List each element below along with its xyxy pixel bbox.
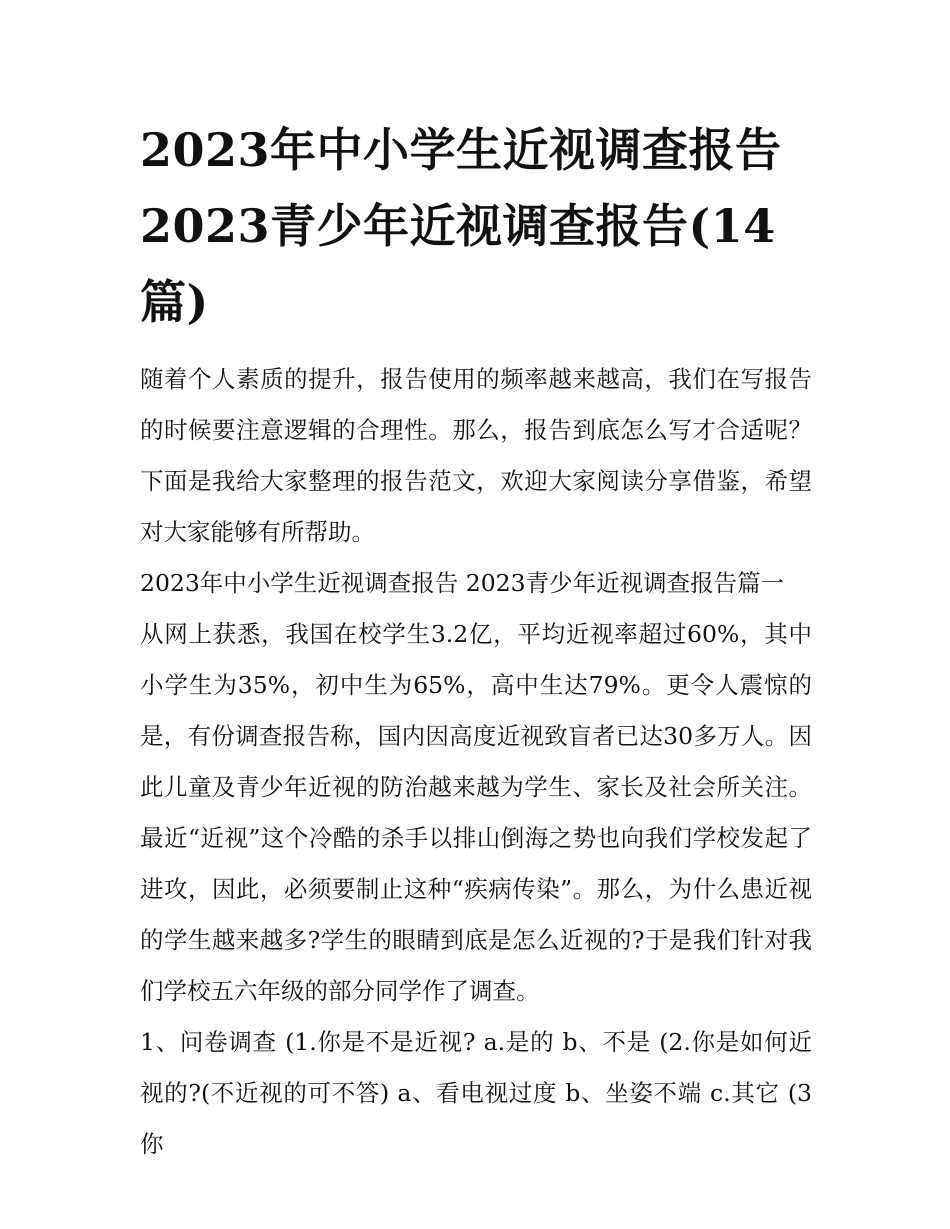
questionnaire-paragraph: 1、问卷调查 (1.你是不是近视? a.是的 b、不是 (2.你是如何近视的?(不近视的可不答) a、看电视过度 b、坐姿不端 c.其它 (3 你 xyxy=(140,1028,812,1158)
document-title xyxy=(140,112,812,340)
body-paragraph: 从网上获悉，我国在校学生3.2亿，平均近视率超过60%，其中小学生为35%，初中生为65%，高中生达79%。更令人震惊的是，有份调查报告称，国内因高度近视致盲者已达30多万人。因此儿童及青少年近视的防治越来越为学生、家长及社会所关注。最近“近视”这个冷酷的杀手以排山倒海之势也向我们学校发起了进攻，因此，必须要制止这种“疾病传染”。那么，为什么患近视的学生越来越多?学生的眼睛到底是怎么近视的?于是我们针对我们学校五六年级的部分同学作了调查。 xyxy=(140,620,812,1005)
title-line-2: 2023青少年近视调查报告(14 xyxy=(140,199,776,253)
title-line-1: 2023年中小学生近视调查报告 xyxy=(140,123,782,177)
intro-paragraph: 随着个人素质的提升，报告使用的频率越来越高，我们在写报告的时候要注意逻辑的合理性。那么，报告到底怎么写才合适呢？下面是我给大家整理的报告范文，欢迎大家阅读分享借鉴，希望对大家能够有所帮助。 xyxy=(140,365,812,546)
document-page xyxy=(140,112,812,1170)
section-heading: 2023年中小学生近视调查报告 2023青少年近视调查报告篇一 xyxy=(140,569,785,597)
document-body xyxy=(140,354,812,1170)
title-line-3: 篇) xyxy=(140,275,209,329)
